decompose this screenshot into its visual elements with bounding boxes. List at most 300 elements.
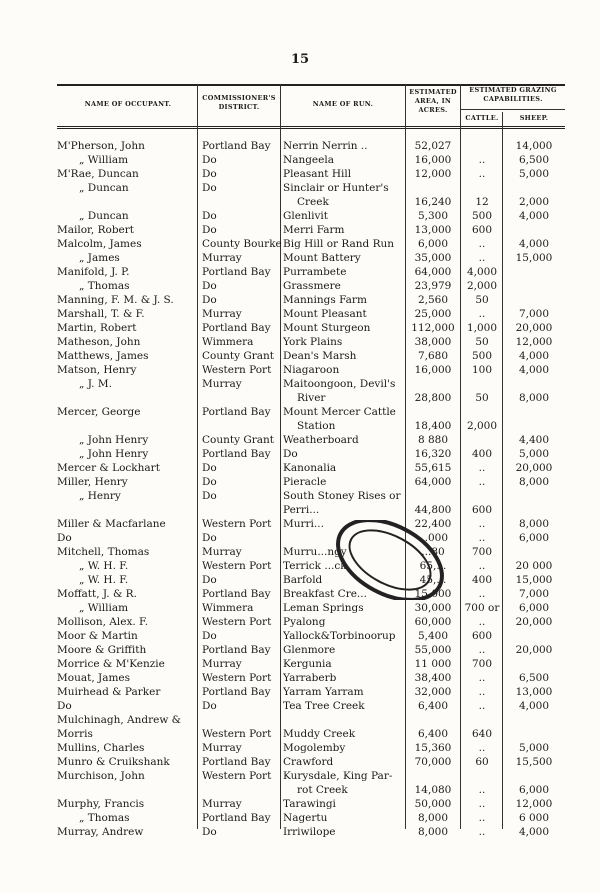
cattle-cell: 4,000 — [466, 266, 498, 278]
district-cell: Do — [202, 182, 217, 194]
table-row — [0, 195, 600, 209]
sheep-cell: 20,000 — [515, 616, 553, 628]
occupant-cell: Murchison, John — [57, 770, 145, 782]
cattle-cell: 600 — [471, 224, 493, 236]
sheep-cell: 6,000 — [518, 602, 550, 614]
sheep-cell: 7,000 — [518, 588, 550, 600]
table-row — [0, 587, 600, 601]
occupant-cell: „ W. H. F. — [79, 574, 129, 586]
sheep-cell: 20,000 — [515, 462, 553, 474]
acres-cell: 13,000 — [414, 224, 452, 236]
occupant-cell: Murray, Andrew — [57, 826, 144, 838]
acres-cell: 16,320 — [414, 448, 452, 460]
district-cell: Do — [202, 154, 217, 166]
table-row — [0, 433, 600, 447]
district-cell: Murray — [202, 798, 242, 810]
acres-cell: 64,000 — [414, 266, 452, 278]
table-row — [0, 391, 600, 405]
run-cell: Station — [297, 420, 336, 432]
cattle-cell: .. — [478, 560, 486, 572]
sheep-cell: 4,400 — [518, 434, 550, 446]
cattle-cell: 700 or — [464, 602, 500, 614]
district-cell: Portland Bay — [202, 140, 271, 152]
table-row — [0, 475, 600, 489]
table-row — [0, 615, 600, 629]
table-row — [0, 419, 600, 433]
occupant-cell: Mullins, Charles — [57, 742, 145, 754]
table-row — [0, 699, 600, 713]
table-row — [0, 167, 600, 181]
cattle-cell: .. — [478, 518, 486, 530]
run-cell: Mount Pleasant — [283, 308, 367, 320]
district-cell: Murray — [202, 252, 242, 264]
occupant-cell: Moor & Martin — [57, 630, 138, 642]
acres-cell: 50,000 — [414, 798, 452, 810]
acres-cell: 60,000 — [414, 616, 452, 628]
cattle-cell: .. — [478, 476, 486, 488]
occupant-cell: Matson, Henry — [57, 364, 137, 376]
cattle-cell: 500 — [471, 350, 493, 362]
table-row — [0, 265, 600, 279]
cattle-cell: 2,000 — [466, 420, 498, 432]
run-cell: Murri... — [283, 518, 324, 530]
district-cell: Western Port — [202, 770, 272, 782]
occupant-cell: Morrice & M'Kenzie — [57, 658, 165, 670]
acres-cell: 6,400 — [417, 700, 449, 712]
district-cell: Do — [202, 532, 217, 544]
run-cell: Breakfast Cre... — [283, 588, 367, 600]
district-cell: County Grant — [202, 350, 275, 362]
sheep-cell: 12,000 — [515, 336, 553, 348]
occupant-cell: Mailor, Robert — [57, 224, 134, 236]
occupant-cell: Muirhead & Parker — [57, 686, 161, 698]
sheep-cell: 4,000 — [518, 700, 550, 712]
acres-cell: 65,... — [419, 560, 447, 572]
table-row — [0, 559, 600, 573]
acres-cell: 35,000 — [414, 252, 452, 264]
district-cell: Portland Bay — [202, 322, 271, 334]
sheep-cell: 5,000 — [518, 448, 550, 460]
cattle-cell: .. — [478, 532, 486, 544]
district-cell: Murray — [202, 546, 242, 558]
run-cell: Maitoongoon, Devil's — [283, 378, 396, 390]
page-number: 15 — [290, 52, 310, 67]
sheep-cell: 2,000 — [518, 196, 550, 208]
run-cell: Nerrin Nerrin .. — [283, 140, 368, 152]
acres-cell: 70,000 — [414, 756, 452, 768]
acres-cell: 45,... — [419, 574, 447, 586]
run-cell: Yarraberb — [283, 672, 337, 684]
header-grazing: ESTIMATED GRAZING CAPABILITIES. — [469, 86, 557, 103]
district-cell: Western Port — [202, 518, 272, 530]
table-row — [0, 461, 600, 475]
occupant-cell: „ Duncan — [79, 182, 129, 194]
run-cell: Mount Sturgeon — [283, 322, 371, 334]
sheep-cell: 5,000 — [518, 742, 550, 754]
sheep-cell: 8,000 — [518, 518, 550, 530]
run-cell: Sinclair or Hunter's — [283, 182, 389, 194]
acres-cell: 15,360 — [414, 742, 452, 754]
acres-cell: 8,000 — [417, 812, 449, 824]
occupant-cell: „ W. H. F. — [79, 560, 129, 572]
occupant-cell: Moffatt, J. & R. — [57, 588, 137, 600]
occupant-cell: Matheson, John — [57, 336, 141, 348]
occupant-cell: Miller & Macfarlane — [57, 518, 166, 530]
run-cell: Yallock&Torbinoorup — [283, 630, 396, 642]
table-row — [0, 209, 600, 223]
table-row — [0, 657, 600, 671]
acres-cell: 11 000 — [414, 658, 452, 670]
run-cell: Purrambete — [283, 266, 347, 278]
grazing-subrule — [460, 109, 565, 110]
district-cell: Portland Bay — [202, 756, 271, 768]
acres-cell: 14,080 — [414, 784, 452, 796]
district-cell: Do — [202, 210, 217, 222]
occupant-cell: Do — [57, 532, 72, 544]
occupant-cell: Mercer & Lockhart — [57, 462, 160, 474]
sheep-cell: 4,000 — [518, 350, 550, 362]
occupant-cell: Mercer, George — [57, 406, 141, 418]
cattle-cell: 700 — [471, 658, 493, 670]
run-cell: Yarram Yarram — [283, 686, 364, 698]
occupant-cell: „ James — [79, 252, 120, 264]
run-cell: Niagaroon — [283, 364, 340, 376]
district-cell: Do — [202, 476, 217, 488]
district-cell: Portland Bay — [202, 644, 271, 656]
district-cell: Portland Bay — [202, 448, 271, 460]
acres-cell: 28,800 — [414, 392, 452, 404]
sheep-cell: 15,000 — [515, 252, 553, 264]
cattle-cell: .. — [478, 252, 486, 264]
run-cell: Crawford — [283, 756, 334, 768]
cattle-cell: 500 — [471, 210, 493, 222]
district-cell: Western Port — [202, 616, 272, 628]
occupant-cell: Moore & Griffith — [57, 644, 147, 656]
table-row — [0, 755, 600, 769]
occupant-cell: „ William — [79, 602, 129, 614]
table-row — [0, 811, 600, 825]
run-cell: Mount Battery — [283, 252, 361, 264]
district-cell: Do — [202, 574, 217, 586]
run-cell: Glenmore — [283, 644, 336, 656]
acres-cell: 38,400 — [414, 672, 452, 684]
district-cell: Do — [202, 490, 217, 502]
district-cell: County Bourke — [202, 238, 282, 250]
occupant-cell: „ John Henry — [79, 434, 149, 446]
table-row — [0, 489, 600, 503]
cattle-cell: 60 — [475, 756, 489, 768]
district-cell: Do — [202, 224, 217, 236]
acres-cell: 25,000 — [414, 308, 452, 320]
sheep-cell: 15,000 — [515, 574, 553, 586]
table-row — [0, 671, 600, 685]
acres-cell: 44,800 — [414, 504, 452, 516]
table-row — [0, 153, 600, 167]
occupant-cell: „ Henry — [79, 490, 121, 502]
cattle-cell: .. — [478, 462, 486, 474]
district-cell: Portland Bay — [202, 812, 271, 824]
district-cell: Do — [202, 280, 217, 292]
cattle-cell: .. — [478, 588, 486, 600]
occupant-cell: Morris — [57, 728, 93, 740]
cattle-cell: .. — [478, 700, 486, 712]
sheep-cell: 6,000 — [518, 532, 550, 544]
occupant-cell: Manifold, J. P. — [57, 266, 130, 278]
cattle-cell: 50 — [475, 392, 489, 404]
sheep-cell: 6,000 — [518, 784, 550, 796]
acres-cell: 6,000 — [417, 238, 449, 250]
occupant-cell: Malcolm, James — [57, 238, 142, 250]
acres-cell: 6,400 — [417, 728, 449, 740]
occupant-cell: Matthews, James — [57, 350, 149, 362]
occupant-cell: Murphy, Francis — [57, 798, 145, 810]
header-area: ESTIMATED AREA, IN ACRES. — [409, 88, 457, 114]
sheep-cell: 6,500 — [518, 672, 550, 684]
sheep-cell: 4,000 — [518, 826, 550, 838]
acres-cell: 55,615 — [414, 462, 452, 474]
sheep-cell: 8,000 — [518, 476, 550, 488]
table-row — [0, 321, 600, 335]
run-cell: Tarawingi — [283, 798, 336, 810]
sheep-cell: 5,000 — [518, 168, 550, 180]
cattle-cell: 1,000 — [466, 322, 498, 334]
acres-cell: 16,000 — [414, 364, 452, 376]
table-row — [0, 503, 600, 517]
run-cell: Kergunia — [283, 658, 332, 670]
run-cell: Muddy Creek — [283, 728, 356, 740]
cattle-cell: .. — [478, 672, 486, 684]
table-row — [0, 573, 600, 587]
table-row — [0, 237, 600, 251]
table-row — [0, 447, 600, 461]
sheep-cell: 15,500 — [515, 756, 553, 768]
sheep-cell: 4,000 — [518, 210, 550, 222]
district-cell: Murray — [202, 308, 242, 320]
acres-cell: 22,400 — [414, 518, 452, 530]
run-cell: Kanonalia — [283, 462, 337, 474]
occupant-cell: „ John Henry — [79, 448, 149, 460]
run-cell: South Stoney Rises or — [283, 490, 401, 502]
acres-cell: 16,000 — [414, 154, 452, 166]
header-occupant: NAME OF OCCUPANT. — [84, 100, 172, 108]
district-cell: Portland Bay — [202, 266, 271, 278]
occupant-cell: Mollison, Alex. F. — [57, 616, 149, 628]
acres-cell: 23,979 — [414, 280, 452, 292]
run-cell: Kurysdale, King Par- — [283, 770, 393, 782]
district-cell: Do — [202, 462, 217, 474]
acres-cell: 38,000 — [414, 336, 452, 348]
occupant-cell: M'Rae, Duncan — [57, 168, 139, 180]
cattle-cell: .. — [478, 308, 486, 320]
run-cell: Perri... — [283, 504, 320, 516]
acres-cell: 8,000 — [417, 826, 449, 838]
cattle-cell: 400 — [471, 448, 493, 460]
acres-cell: 30,000 — [414, 602, 452, 614]
cattle-cell: 50 — [475, 294, 489, 306]
table-row — [0, 335, 600, 349]
table-row — [0, 279, 600, 293]
run-cell: Irriwilope — [283, 826, 336, 838]
district-cell: Do — [202, 294, 217, 306]
run-cell: York Plains — [283, 336, 343, 348]
cattle-cell: .. — [478, 616, 486, 628]
cattle-cell: .. — [478, 812, 486, 824]
run-cell: Mogolemby — [283, 742, 346, 754]
occupant-cell: Mouat, James — [57, 672, 131, 684]
cattle-cell: 640 — [471, 728, 493, 740]
acres-cell: 112,000 — [411, 322, 455, 334]
district-cell: Do — [202, 630, 217, 642]
table-row — [0, 783, 600, 797]
acres-cell: 16,240 — [414, 196, 452, 208]
sheep-cell: 7,000 — [518, 308, 550, 320]
sheep-cell: 4,000 — [518, 238, 550, 250]
table-row — [0, 293, 600, 307]
occupant-cell: M'Pherson, John — [57, 140, 145, 152]
cattle-cell: 12 — [475, 196, 489, 208]
cattle-cell: .. — [478, 784, 486, 796]
district-cell: Wimmera — [202, 336, 254, 348]
sheep-cell: 13,000 — [515, 686, 553, 698]
acres-cell: 32,000 — [414, 686, 452, 698]
acres-cell: 18,400 — [414, 420, 452, 432]
occupant-cell: „ Duncan — [79, 210, 129, 222]
district-cell: Portland Bay — [202, 406, 271, 418]
run-cell: Creek — [297, 196, 329, 208]
cattle-cell: 50 — [475, 336, 489, 348]
district-cell: Western Port — [202, 364, 272, 376]
sheep-cell: 6 000 — [518, 812, 550, 824]
run-cell: Mount Mercer Cattle — [283, 406, 396, 418]
run-cell: Leman Springs — [283, 602, 364, 614]
table-row — [0, 741, 600, 755]
district-cell: Wimmera — [202, 602, 254, 614]
district-cell: Western Port — [202, 728, 272, 740]
acres-cell: 15,000 — [414, 588, 452, 600]
occupant-cell: Munro & Cruikshank — [57, 756, 170, 768]
table-row — [0, 769, 600, 783]
run-cell: Merri Farm — [283, 224, 345, 236]
acres-cell: 2,560 — [417, 294, 449, 306]
table-row — [0, 377, 600, 391]
table-row — [0, 349, 600, 363]
run-cell: Grassmere — [283, 280, 341, 292]
header-bottom-rule-2 — [57, 128, 565, 129]
table-row — [0, 251, 600, 265]
acres-cell: 5,300 — [417, 210, 449, 222]
run-cell: Weatherboard — [283, 434, 359, 446]
cattle-cell: .. — [478, 644, 486, 656]
run-cell: Tea Tree Creek — [283, 700, 365, 712]
occupant-cell: „ Thomas — [79, 280, 130, 292]
district-cell: Do — [202, 168, 217, 180]
cattle-cell: .. — [478, 798, 486, 810]
run-cell: Nangeela — [283, 154, 334, 166]
cattle-cell: 2,000 — [466, 280, 498, 292]
header-run: NAME OF RUN. — [312, 100, 374, 108]
acres-cell: 8 880 — [417, 434, 449, 446]
cattle-cell: .. — [478, 742, 486, 754]
table-row — [0, 601, 600, 615]
acres-cell: 5,400 — [417, 630, 449, 642]
district-cell: Murray — [202, 378, 242, 390]
acres-cell: 64,000 — [414, 476, 452, 488]
acres-cell: ...000 — [417, 532, 449, 544]
cattle-cell: 100 — [471, 364, 493, 376]
sheep-cell: 4,000 — [518, 364, 550, 376]
cattle-cell: 600 — [471, 504, 493, 516]
table-row — [0, 139, 600, 153]
acres-cell: ...80 — [421, 546, 445, 558]
table-row — [0, 685, 600, 699]
table-row — [0, 307, 600, 321]
occupant-cell: Mitchell, Thomas — [57, 546, 150, 558]
run-cell: Mannings Farm — [283, 294, 367, 306]
cattle-cell: 400 — [471, 574, 493, 586]
occupant-cell: Mulchinagh, Andrew & — [57, 714, 182, 726]
cattle-cell: 600 — [471, 630, 493, 642]
run-cell: Pyalong — [283, 616, 326, 628]
table-row — [0, 223, 600, 237]
table-row — [0, 629, 600, 643]
cattle-cell: 700 — [471, 546, 493, 558]
run-cell: River — [297, 392, 326, 404]
sheep-cell: 12,000 — [515, 798, 553, 810]
district-cell: Western Port — [202, 672, 272, 684]
cattle-cell: .. — [478, 154, 486, 166]
occupant-cell: Marshall, T. & F. — [57, 308, 145, 320]
acres-cell: 12,000 — [414, 168, 452, 180]
district-cell: Portland Bay — [202, 588, 271, 600]
occupant-cell: „ William — [79, 154, 129, 166]
district-cell: Portland Bay — [202, 686, 271, 698]
run-cell: Barfold — [283, 574, 323, 586]
cattle-cell: .. — [478, 168, 486, 180]
district-cell: Do — [202, 826, 217, 838]
acres-cell: 55,000 — [414, 644, 452, 656]
run-cell: Dean's Marsh — [283, 350, 357, 362]
library-stamp-icon — [330, 520, 450, 600]
run-cell: Pieracle — [283, 476, 327, 488]
table-row — [0, 797, 600, 811]
table-row — [0, 825, 600, 839]
table-row — [0, 713, 600, 727]
sheep-cell: 20 000 — [515, 560, 553, 572]
header-bottom-rule — [57, 126, 565, 127]
occupant-cell: Miller, Henry — [57, 476, 128, 488]
occupant-cell: „ J. M. — [79, 378, 112, 390]
table-row — [0, 517, 600, 531]
table-row — [0, 531, 600, 545]
cattle-cell: .. — [478, 238, 486, 250]
run-cell: Murru...ngy — [283, 546, 347, 558]
sheep-cell: 14,000 — [515, 140, 553, 152]
occupant-cell: Manning, F. M. & J. S. — [57, 294, 174, 306]
table-row — [0, 643, 600, 657]
sheep-cell: 8,000 — [518, 392, 550, 404]
acres-cell: 52,027 — [414, 140, 452, 152]
cattle-cell: .. — [478, 686, 486, 698]
acres-cell: 7,680 — [417, 350, 449, 362]
header-sheep: SHEEP. — [519, 114, 549, 122]
cattle-cell: .. — [478, 826, 486, 838]
run-cell: Big Hill or Rand Run — [283, 238, 395, 250]
run-cell: rot Creek — [297, 784, 348, 796]
district-cell: County Grant — [202, 434, 275, 446]
header-cattle: CATTLE. — [465, 114, 499, 122]
district-cell: Do — [202, 700, 217, 712]
table-row — [0, 545, 600, 559]
